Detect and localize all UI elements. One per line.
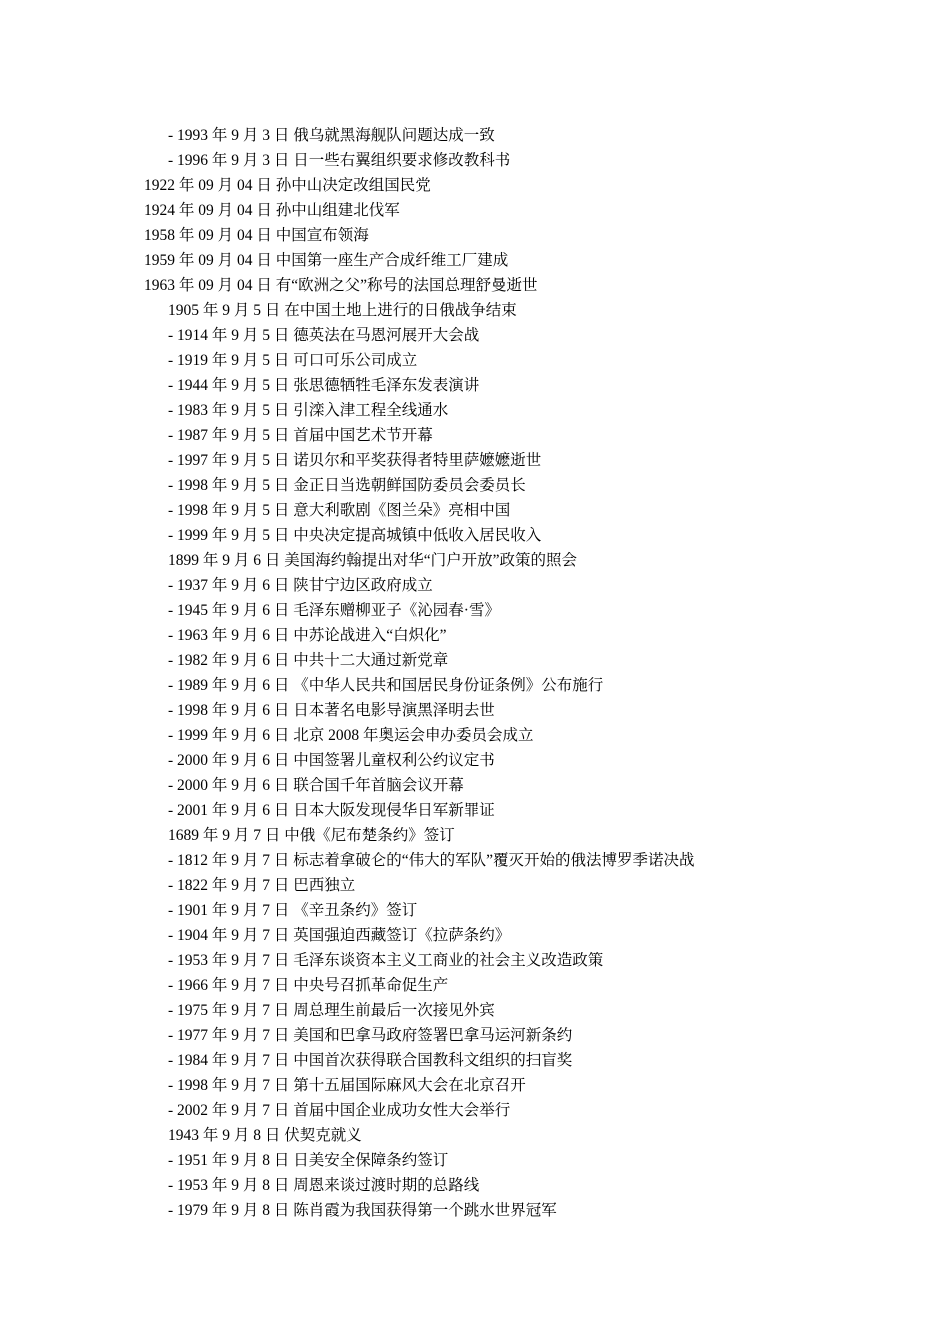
event-line: 1963 年 09 月 04 日 有“欧洲之父”称号的法国总理舒曼逝世 — [144, 277, 538, 294]
event-line: - 1999 年 9 月 5 日 中央决定提高城镇中低收入居民收入 — [168, 527, 542, 544]
event-line: - 1966 年 9 月 7 日 中央号召抓革命促生产 — [168, 977, 449, 994]
event-line: - 1951 年 9 月 8 日 日美安全保障条约签订 — [168, 1152, 449, 1169]
event-line: - 2000 年 9 月 6 日 中国签署儿童权利公约议定书 — [168, 752, 495, 769]
event-line: 1924 年 09 月 04 日 孙中山组建北伐军 — [144, 202, 400, 219]
event-line: - 1812 年 9 月 7 日 标志着拿破仑的“伟大的军队”覆灭开始的俄法博罗季诺决战 — [168, 852, 695, 869]
event-line: - 1998 年 9 月 5 日 意大利歌剧《图兰朵》亮相中国 — [168, 502, 511, 519]
history-event-list — [0, 123, 950, 1223]
event-line: - 1998 年 9 月 5 日 金正日当选朝鲜国防委员会委员长 — [168, 477, 526, 494]
event-line: - 1953 年 9 月 8 日 周恩来谈过渡时期的总路线 — [168, 1177, 480, 1194]
event-line: - 1945 年 9 月 6 日 毛泽东赠柳亚子《沁园春·雪》 — [168, 602, 500, 619]
event-line: - 1822 年 9 月 7 日 巴西独立 — [168, 877, 356, 894]
event-line: - 1919 年 9 月 5 日 可口可乐公司成立 — [168, 352, 418, 369]
event-line: - 1996 年 9 月 3 日 日一些右翼组织要求修改教科书 — [168, 152, 511, 169]
event-line: - 1953 年 9 月 7 日 毛泽东谈资本主义工商业的社会主义改造政策 — [168, 952, 604, 969]
event-line: - 2000 年 9 月 6 日 联合国千年首脑会议开幕 — [168, 777, 464, 794]
event-line: - 1977 年 9 月 7 日 美国和巴拿马政府签署巴拿马运河新条约 — [168, 1027, 573, 1044]
event-line: - 2001 年 9 月 6 日 日本大阪发现侵华日军新罪证 — [168, 802, 495, 819]
event-line: 1689 年 9 月 7 日 中俄《尼布楚条约》签订 — [168, 827, 455, 844]
event-line: - 1963 年 9 月 6 日 中苏论战进入“白炽化” — [168, 627, 447, 644]
event-line: 1899 年 9 月 6 日 美国海约翰提出对华“门户开放”政策的照会 — [168, 552, 578, 569]
event-line: - 1998 年 9 月 7 日 第十五届国际麻风大会在北京召开 — [168, 1077, 526, 1094]
event-line: - 1987 年 9 月 5 日 首届中国艺术节开幕 — [168, 427, 433, 444]
event-line: - 1914 年 9 月 5 日 德英法在马恩河展开大会战 — [168, 327, 480, 344]
event-line: - 1901 年 9 月 7 日 《辛丑条约》签订 — [168, 902, 418, 919]
event-line: 1958 年 09 月 04 日 中国宣布领海 — [144, 227, 369, 244]
event-line: - 1984 年 9 月 7 日 中国首次获得联合国教科文组织的扫盲奖 — [168, 1052, 573, 1069]
event-line: - 1979 年 9 月 8 日 陈肖霞为我国获得第一个跳水世界冠军 — [168, 1202, 557, 1219]
event-line: 1959 年 09 月 04 日 中国第一座生产合成纤维工厂建成 — [144, 252, 509, 269]
event-line: - 1999 年 9 月 6 日 北京 2008 年奥运会申办委员会成立 — [168, 727, 534, 744]
event-line: - 1997 年 9 月 5 日 诺贝尔和平奖获得者特里萨嬷嬷逝世 — [168, 452, 542, 469]
event-line: - 1944 年 9 月 5 日 张思德牺牲毛泽东发表演讲 — [168, 377, 480, 394]
event-line: - 1982 年 9 月 6 日 中共十二大通过新党章 — [168, 652, 449, 669]
event-line: - 1904 年 9 月 7 日 英国强迫西藏签订《拉萨条约》 — [168, 927, 511, 944]
event-line: - 1975 年 9 月 7 日 周总理生前最后一次接见外宾 — [168, 1002, 495, 1019]
event-line: - 1998 年 9 月 6 日 日本著名电影导演黑泽明去世 — [168, 702, 495, 719]
event-line: - 1937 年 9 月 6 日 陕甘宁边区政府成立 — [168, 577, 433, 594]
event-line: 1943 年 9 月 8 日 伏契克就义 — [168, 1127, 362, 1144]
event-line: - 1993 年 9 月 3 日 俄乌就黑海舰队问题达成一致 — [168, 127, 495, 144]
event-line: 1905 年 9 月 5 日 在中国土地上进行的日俄战争结束 — [168, 302, 517, 319]
event-line: - 1983 年 9 月 5 日 引滦入津工程全线通水 — [168, 402, 449, 419]
event-line: - 2002 年 9 月 7 日 首届中国企业成功女性大会举行 — [168, 1102, 511, 1119]
event-line: - 1989 年 9 月 6 日 《中华人民共和国居民身份证条例》公布施行 — [168, 677, 604, 694]
event-line: 1922 年 09 月 04 日 孙中山决定改组国民党 — [144, 177, 431, 194]
